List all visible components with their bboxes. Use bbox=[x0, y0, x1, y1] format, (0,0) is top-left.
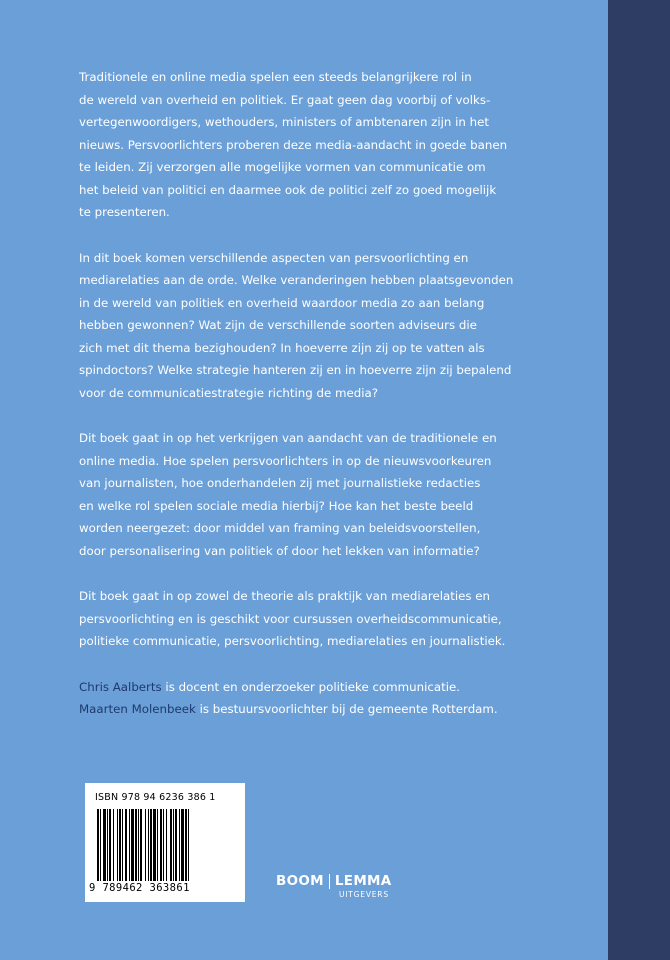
publisher-name-boom: BOOM bbox=[276, 873, 324, 889]
author-bio-text: is bestuursvoorlichter bij de gemeente Rotterdam. bbox=[195, 702, 498, 716]
publisher-subtitle: UITGEVERS bbox=[339, 890, 389, 899]
barcode-digits: 9 789462 363861 bbox=[89, 882, 190, 894]
blurb-paragraph-2: In dit boek komen verschillende aspecten van persvoorlichting en mediarelaties aan de orde. Welke veranderingen hebben plaatsgevonden in de wereld van politiek en overheid waardoor media zo aan belang hebben gewonnen? Wat zijn de verschillende soorten adviseurs die zich met dit thema bezighouden? In hoeverre zijn zij op te vatten als spindoctors? Welke strategie hanteren zij en in hoeverre zijn zij bepalend voor de communicatiestrategie richting de media? bbox=[79, 250, 514, 400]
author-name: Maarten Molenbeek bbox=[79, 702, 196, 716]
blurb-paragraph-4: Dit boek gaat in op zowel de theorie als praktijk van mediarelaties en persvoorlichting en is geschikt voor cursussen overheidscommunicatie, politieke communicatie, persvoorlichting, mediarelaties en journalistiek. bbox=[79, 589, 506, 648]
blurb-paragraph-3: Dit boek gaat in op het verkrijgen van aandacht van de traditionele en online media. Hoe spelen persvoorlichters in op de nieuwsvoorkeuren van journalisten, hoe onderhandelen zij met journalistieke redacties en welke rol spelen sociale media hierbij? Hoe kan het beste beeld worden neergezet: door middel van framing van beleidsvoorstellen, door personalisering van politiek of door het lekken van informatie? bbox=[79, 431, 497, 558]
author-bio-2 bbox=[79, 698, 589, 721]
publisher-logo bbox=[276, 873, 392, 899]
barcode-panel bbox=[85, 783, 245, 902]
author-name: Chris Aalberts bbox=[79, 679, 162, 694]
author-bio-1 bbox=[79, 676, 589, 699]
publisher-divider bbox=[329, 874, 330, 889]
author-bios bbox=[79, 676, 589, 721]
publisher-name-lemma: LEMMA bbox=[334, 873, 392, 889]
barcode-bars bbox=[95, 809, 235, 883]
isbn-label: ISBN 978 94 6236 386 1 bbox=[95, 792, 216, 803]
spine-strip bbox=[608, 0, 670, 960]
blurb-paragraph-1: Traditionele en online media spelen een steeds belangrijkere rol in de wereld van overheid en politiek. Er gaat geen dag voorbij of volks- vertegenwoordigers, wethouders, ministers of ambtenaren zijn in het nieuws. Persvoorlichters proberen deze media-aandacht in goede banen te leiden. Zij verzorgen alle mogelijke vormen van communicatie om het beleid van politici en daarmee ook de politici zelf zo goed mogelijk te presenteren. bbox=[79, 70, 508, 219]
blurb bbox=[79, 66, 589, 721]
author-bio-text: is docent en onderzoeker politieke communicatie. bbox=[161, 679, 461, 694]
